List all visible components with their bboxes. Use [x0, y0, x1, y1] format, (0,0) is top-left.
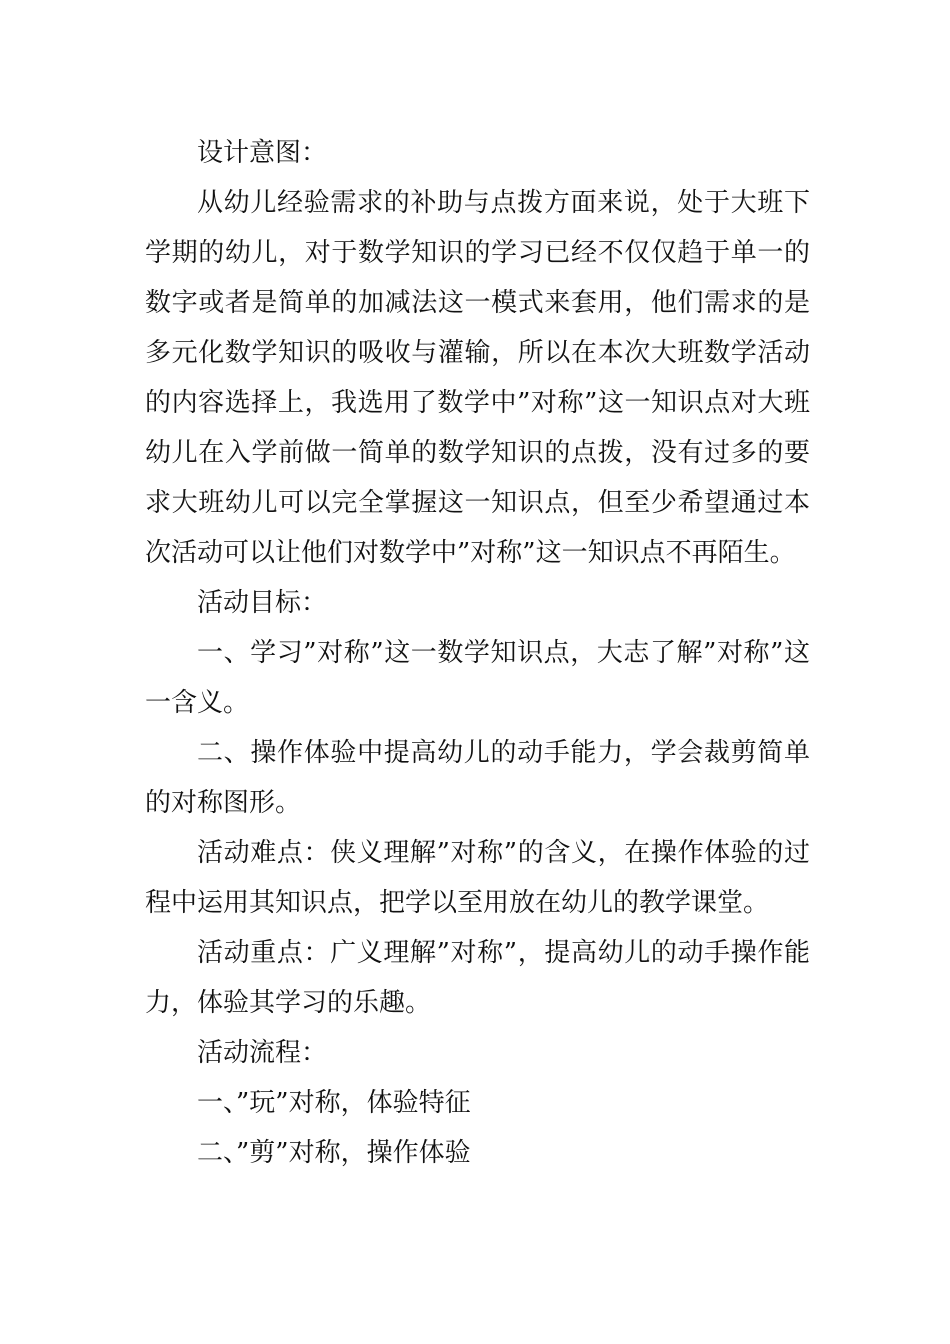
process-step-2: 二、”剪”对称，操作体验: [197, 1138, 471, 1168]
activity-key-point-paragraph: 活动重点：广义理解”对称”，提高幼儿的动手操作能力，体验其学习的乐趣。: [145, 938, 810, 1018]
goal-item-2: 二、操作体验中提高幼儿的动手能力，学会裁剪简单的对称图形。: [145, 738, 810, 818]
design-intent-heading: 设计意图：: [197, 138, 328, 168]
process-step-1: 一、”玩”对称，体验特征: [197, 1088, 471, 1118]
design-intent-paragraph: 从幼儿经验需求的补助与点拨方面来说，处于大班下学期的幼儿，对于数学知识的学习已经不仅仅趋于单一的数字或者是简单的加减法这一模式来套用，他们需求的是多元化数学知识的吸收与灌输，所以在本次大班数学活动的内容选择上，我选用了数学中”对称”这一知识点对大班幼儿在入学前做一简单的数学知识的点拨，没有过多的要求大班幼儿可以完全掌握这一知识点，但至少希望通过本次活动可以让他们对数学中”对称”这一知识点不再陌生。: [145, 188, 810, 568]
activity-goals-heading: 活动目标：: [197, 588, 328, 618]
goal-item-1: 一、学习”对称”这一数学知识点，大志了解”对称”这一含义。: [145, 638, 810, 718]
document-body: [145, 128, 810, 1178]
activity-difficulty-paragraph: 活动难点：侠义理解”对称”的含义，在操作体验的过程中运用其知识点，把学以至用放在幼儿的教学课堂。: [145, 838, 810, 918]
activity-process-heading: 活动流程：: [197, 1038, 328, 1068]
